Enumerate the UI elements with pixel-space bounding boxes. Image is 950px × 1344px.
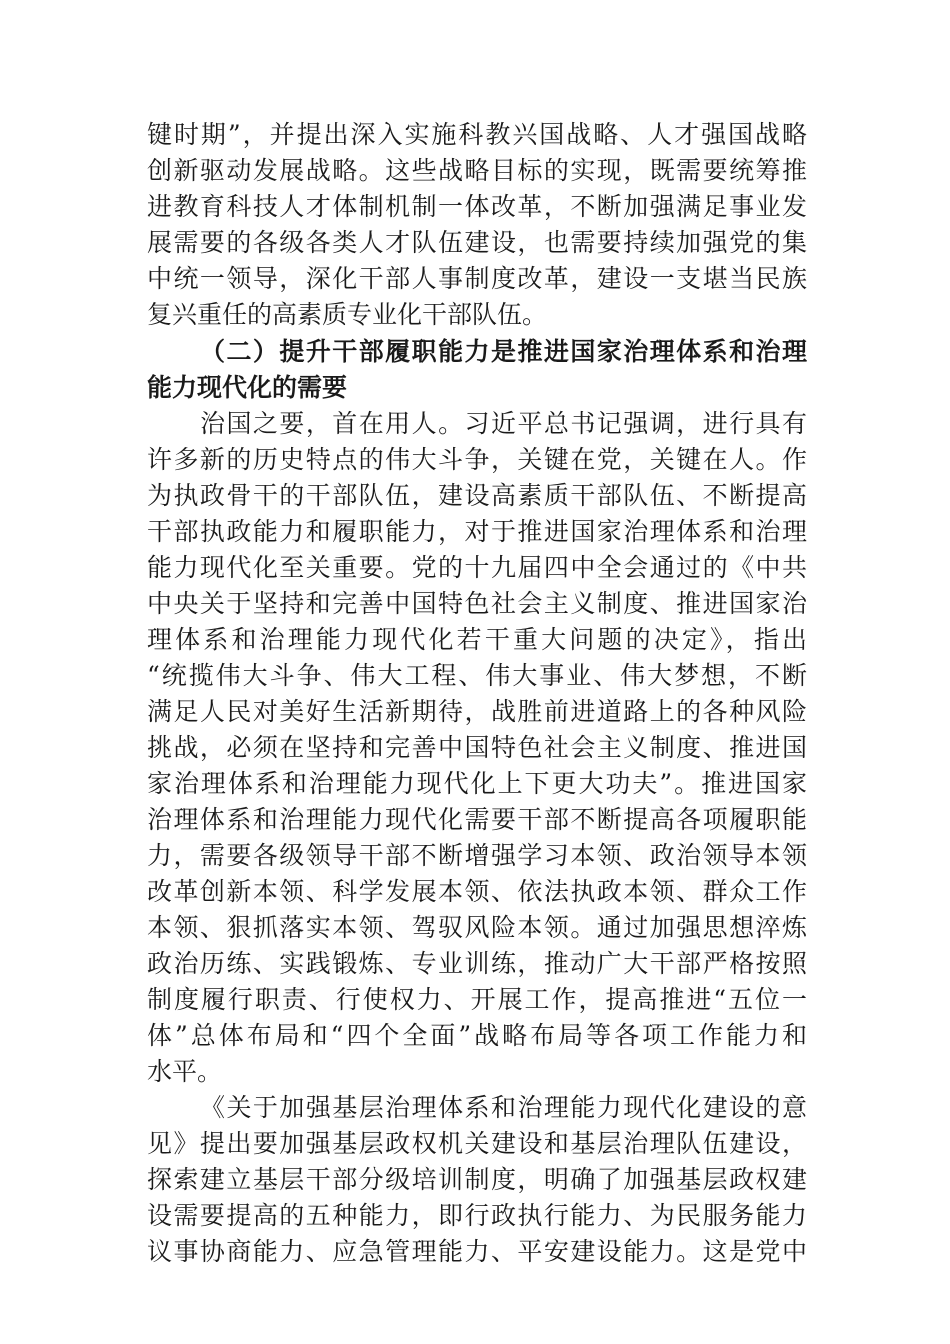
text-line: 探索建立基层干部分级培训制度，明确了加强基层政权建: [147, 1165, 807, 1194]
section-heading: （二）提升干部履职能力是推进国家治理体系和治理: [200, 337, 807, 366]
text-line: 议事协商能力、应急管理能力、平安建设能力。这是党中: [147, 1237, 807, 1266]
text-line: 制度履行职责、行使权力、开展工作，提高推进“五位一: [147, 985, 807, 1014]
text-line: 进教育科技人才体制机制一体改革，不断加强满足事业发: [147, 192, 807, 221]
text-line: 为执政骨干的干部队伍，建设高素质干部队伍、不断提高: [147, 481, 807, 510]
text-line: 政治历练、实践锻炼、专业训练，推动广大干部严格按照: [147, 949, 807, 978]
text-line: 挑战，必须在坚持和完善中国特色社会主义制度、推进国: [147, 733, 807, 762]
text-line: 满足人民对美好生活新期待，战胜前进道路上的各种风险: [147, 697, 807, 726]
text-line: 中央关于坚持和完善中国特色社会主义制度、推进国家治: [147, 589, 807, 618]
text-line: 创新驱动发展战略。这些战略目标的实现，既需要统筹推: [147, 156, 807, 185]
text-line: 干部执政能力和履职能力，对于推进国家治理体系和治理: [147, 517, 807, 546]
text-line: 键时期”，并提出深入实施科教兴国战略、人才强国战略: [147, 120, 807, 149]
text-line: “统揽伟大斗争、伟大工程、伟大事业、伟大梦想，不断: [147, 661, 807, 690]
text-line: 力，需要各级领导干部不断增强学习本领、政治领导本领: [147, 841, 807, 870]
text-line: 治理体系和治理能力现代化需要干部不断提高各项履职能: [147, 805, 807, 834]
text-line: 水平。: [147, 1057, 223, 1086]
text-line: 中统一领导，深化干部人事制度改革，建设一支堪当民族: [147, 264, 807, 293]
text-line: 《关于加强基层治理体系和治理能力现代化建设的意: [200, 1093, 807, 1122]
text-line: 本领、狠抓落实本领、驾驭风险本领。通过加强思想淬炼: [147, 913, 807, 942]
text-line: 展需要的各级各类人才队伍建设，也需要持续加强党的集: [147, 228, 807, 257]
text-line: 家治理体系和治理能力现代化上下更大功夫”。推进国家: [147, 769, 807, 798]
section-heading: 能力现代化的需要: [147, 373, 348, 402]
text-line: 见》提出要加强基层政权机关建设和基层治理队伍建设，: [147, 1129, 807, 1158]
text-line: 许多新的历史特点的伟大斗争，关键在党，关键在人。作: [147, 445, 807, 474]
text-line: 治国之要，首在用人。习近平总书记强调，进行具有: [200, 409, 807, 438]
text-line: 改革创新本领、科学发展本领、依法执政本领、群众工作: [147, 877, 807, 906]
text-line: 理体系和治理能力现代化若干重大问题的决定》，指出: [147, 625, 807, 654]
text-line: 设需要提高的五种能力，即行政执行能力、为民服务能力: [147, 1201, 807, 1230]
text-line: 能力现代化至关重要。党的十九届四中全会通过的《中共: [147, 553, 807, 582]
text-line: 体”总体布局和“四个全面”战略布局等各项工作能力和: [147, 1021, 807, 1050]
text-line: 复兴重任的高素质专业化干部队伍。: [147, 300, 548, 329]
